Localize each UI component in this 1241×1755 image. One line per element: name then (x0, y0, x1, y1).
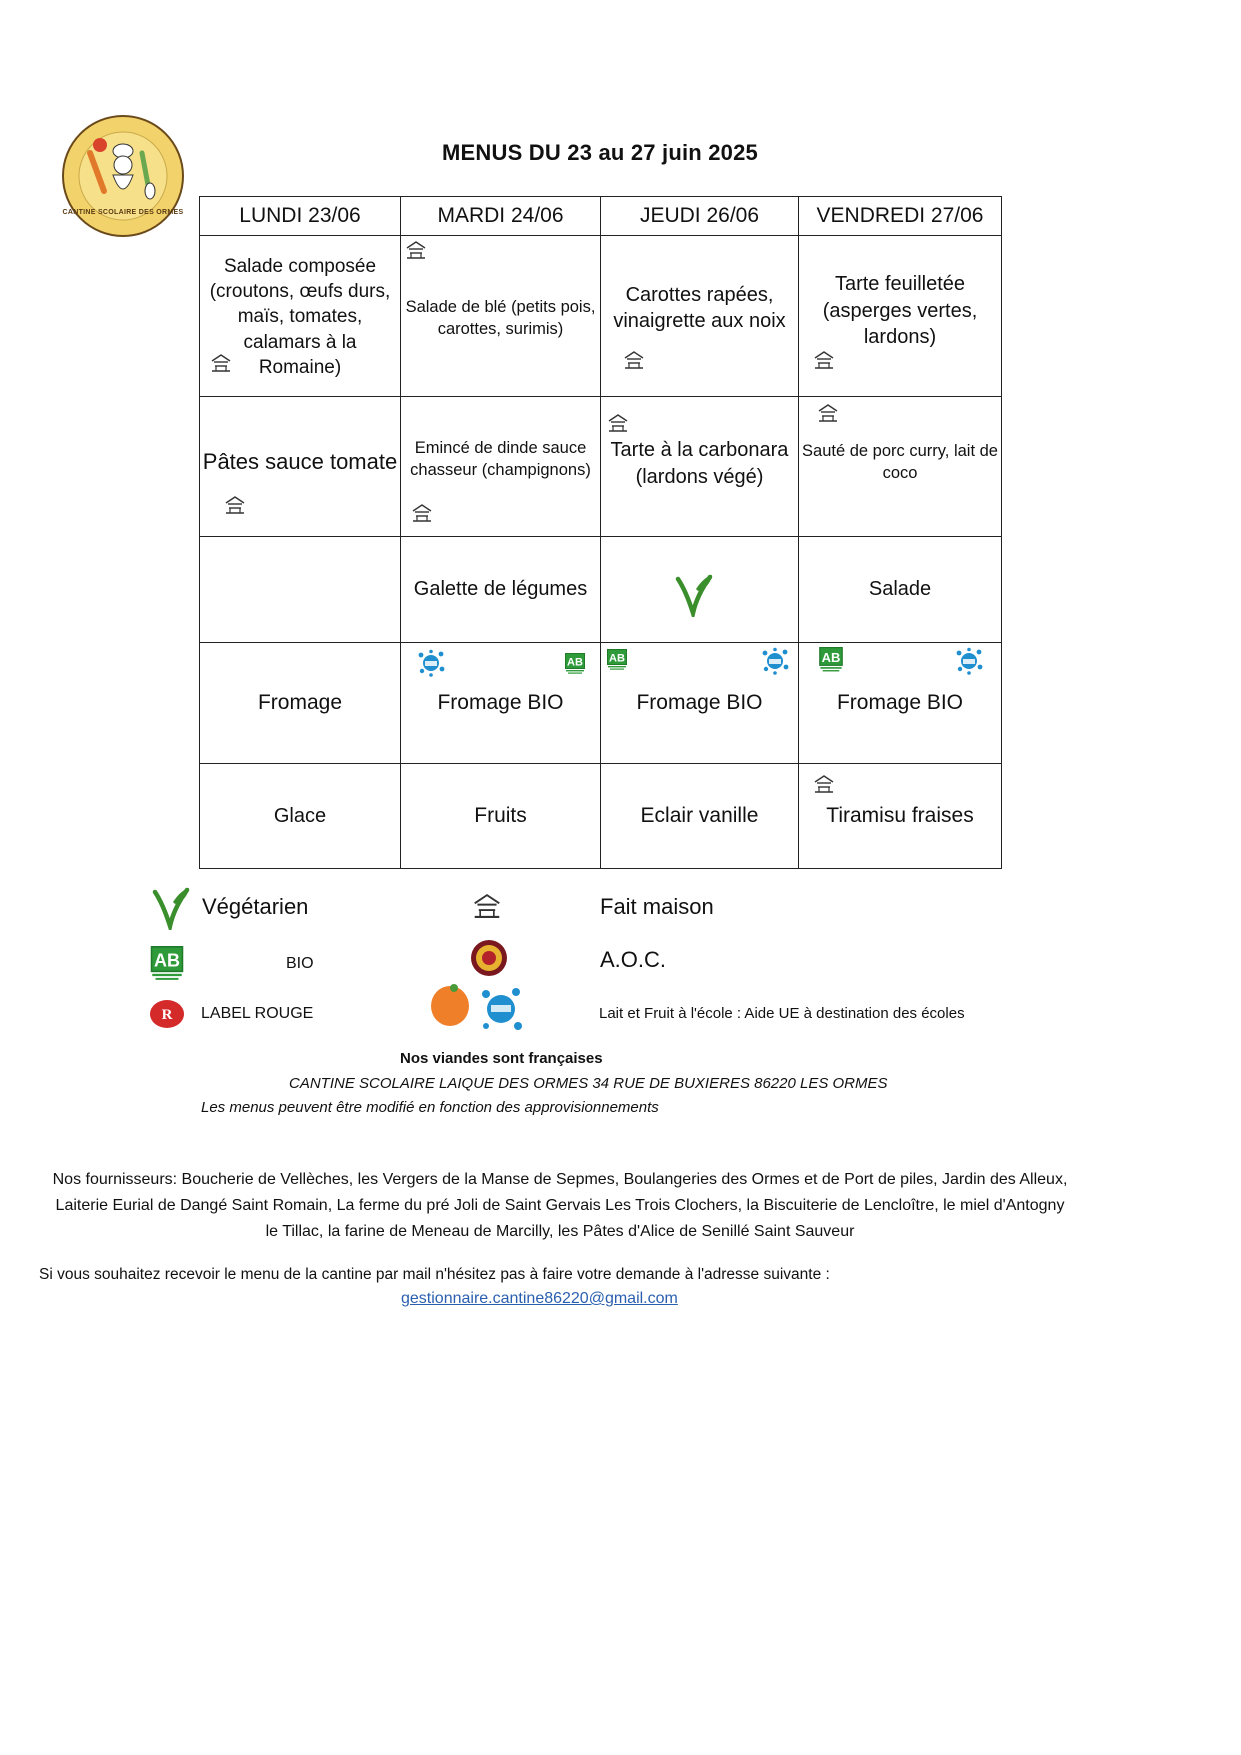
fait-maison-icon (405, 240, 427, 260)
suppliers-block (30, 1167, 1090, 1245)
fait-maison-icon (813, 774, 835, 794)
menu-cell (200, 643, 401, 764)
legend-vegetarien-icon (151, 886, 191, 930)
menu-cell (401, 236, 601, 397)
contact-email-link[interactable]: gestionnaire.cantine86220@gmail.com (401, 1290, 678, 1307)
menu-cell (799, 643, 1002, 764)
dish-text: Tiramisu fraises (826, 804, 974, 828)
dish-text: Fromage BIO (636, 691, 763, 715)
dish-text: Emincé de dinde sauce chasseur (champignons) (410, 438, 591, 479)
legend-vegetarien-label: Végétarien (202, 894, 309, 919)
fait-maison-icon (607, 413, 629, 433)
legend-bio-label: BIO (286, 955, 314, 972)
vegetarien-icon (674, 573, 714, 617)
dish-text: Galette de légumes (413, 578, 588, 601)
menu-cell (401, 397, 601, 537)
dish-text: Fromage BIO (836, 691, 964, 715)
fait-maison-icon (813, 350, 835, 370)
dish-text: Salade (868, 578, 932, 601)
fait-maison-icon (224, 495, 246, 515)
menu-cell (200, 236, 401, 397)
menu-cell (601, 643, 799, 764)
dish-text: Carottes rapées, vinaigrette aux noix (613, 283, 786, 332)
legend-aoc-label: A.O.C. (600, 947, 667, 972)
menu-row-fromage (200, 643, 1002, 764)
dish-text: Fruits (474, 804, 527, 828)
menu-cell (601, 236, 799, 397)
svg-text:R: R (161, 1007, 173, 1023)
legend-lait-fruit-label: Lait et Fruit à l'école : Aide UE à destination des écoles (599, 1005, 965, 1022)
suppliers-line: le Tillac, la farine de Meneau de Marcilly, les Pâtes d'Alice de Senillé Saint Sauveur (265, 1222, 855, 1240)
dish-text: Eclair vanille (640, 804, 759, 828)
menu-row-dessert (200, 764, 1002, 869)
menu-row-plat (200, 397, 1002, 537)
fait-maison-icon (623, 350, 645, 370)
bio-icon (819, 647, 843, 673)
dish-text: Fromage BIO (437, 691, 564, 715)
contact-text: Si vous souhaitez recevoir le menu de la cantine par mail n'hésitez pas à faire votre demande à l'adresse suivante : (39, 1266, 830, 1283)
menu-table (199, 196, 1002, 869)
cantine-address: CANTINE SCOLAIRE LAIQUE DES ORMES 34 RUE DE BUXIERES 86220 LES ORMES (289, 1075, 888, 1092)
fait-maison-icon (411, 503, 433, 523)
fait-maison-icon (210, 353, 232, 373)
menu-cell (799, 397, 1002, 537)
menu-row-entree (200, 236, 1002, 397)
legend-fait-maison-label: Fait maison (600, 894, 714, 919)
dish-text: Fromage (257, 691, 343, 715)
menu-cell (601, 537, 799, 643)
day-header: VENDREDI 27/06 (799, 197, 1002, 236)
lait-ecole-icon (761, 647, 789, 675)
page-title: MENUS DU 23 au 27 juin 2025 (442, 140, 758, 165)
lait-ecole-icon (955, 647, 983, 675)
fait-maison-icon (817, 403, 839, 423)
day-header: JEUDI 26/06 (601, 197, 799, 236)
menu-cell (799, 537, 1002, 643)
legend-fait-maison-icon (472, 892, 502, 920)
viandes-note: Nos viandes sont françaises (400, 1050, 603, 1067)
dish-text: Tarte feuilletée (asperges vertes, lardons) (822, 273, 978, 349)
bio-icon (607, 649, 627, 671)
menu-cell (200, 397, 401, 537)
day-header: MARDI 24/06 (401, 197, 601, 236)
menu-cell (200, 764, 401, 869)
dish-text: Tarte à la carbonara (lardons végé) (610, 439, 789, 488)
bio-icon (565, 653, 585, 675)
dish-text: Pâtes sauce tomate (202, 448, 398, 474)
menu-disclaimer: Les menus peuvent être modifié en fonction des approvisionnements (201, 1099, 659, 1116)
menu-cell (601, 397, 799, 537)
menu-cell (401, 764, 601, 869)
legend-aoc-icon (470, 939, 508, 977)
legend-lait-fruit-icon (428, 982, 528, 1034)
dish-text: Salade composée (croutons, œufs durs, maïs, tomates, calamars à la Romaine) (209, 256, 391, 378)
legend-label-rouge-icon (147, 998, 187, 1030)
suppliers-line: Laiterie Eurial de Dangé Saint Romain, La ferme du pré Joli de Saint Gervais Les Trois Clochers, la Biscuiterie de Lencloître, le miel d'Antogny (55, 1196, 1065, 1214)
dish-text: Salade de blé (petits pois, carottes, surimis) (405, 298, 596, 338)
menu-header-row (200, 197, 1002, 236)
day-header: LUNDI 23/06 (200, 197, 401, 236)
menu-cell (200, 537, 401, 643)
cantine-logo (60, 113, 186, 239)
legend-bio-icon (150, 946, 184, 982)
lait-ecole-icon (417, 649, 445, 677)
menu-cell (401, 537, 601, 643)
dish-text: Sauté de porc curry, lait de coco (802, 441, 998, 482)
menu-cell (799, 764, 1002, 869)
suppliers-line: Nos fournisseurs: Boucherie de Vellèches, les Vergers de la Manse de Sepmes, Boulangeries des Ormes et de Port de piles, Jardin des Alleux, (52, 1171, 1068, 1188)
menu-cell (401, 643, 601, 764)
dish-text: Glace (273, 804, 327, 827)
legend-label-rouge-label: LABEL ROUGE (201, 1005, 314, 1022)
menu-row-accompagnement (200, 537, 1002, 643)
logo-text: CANTINE SCOLAIRE DES ORMES (62, 209, 184, 216)
menu-cell (601, 764, 799, 869)
menu-cell (799, 236, 1002, 397)
